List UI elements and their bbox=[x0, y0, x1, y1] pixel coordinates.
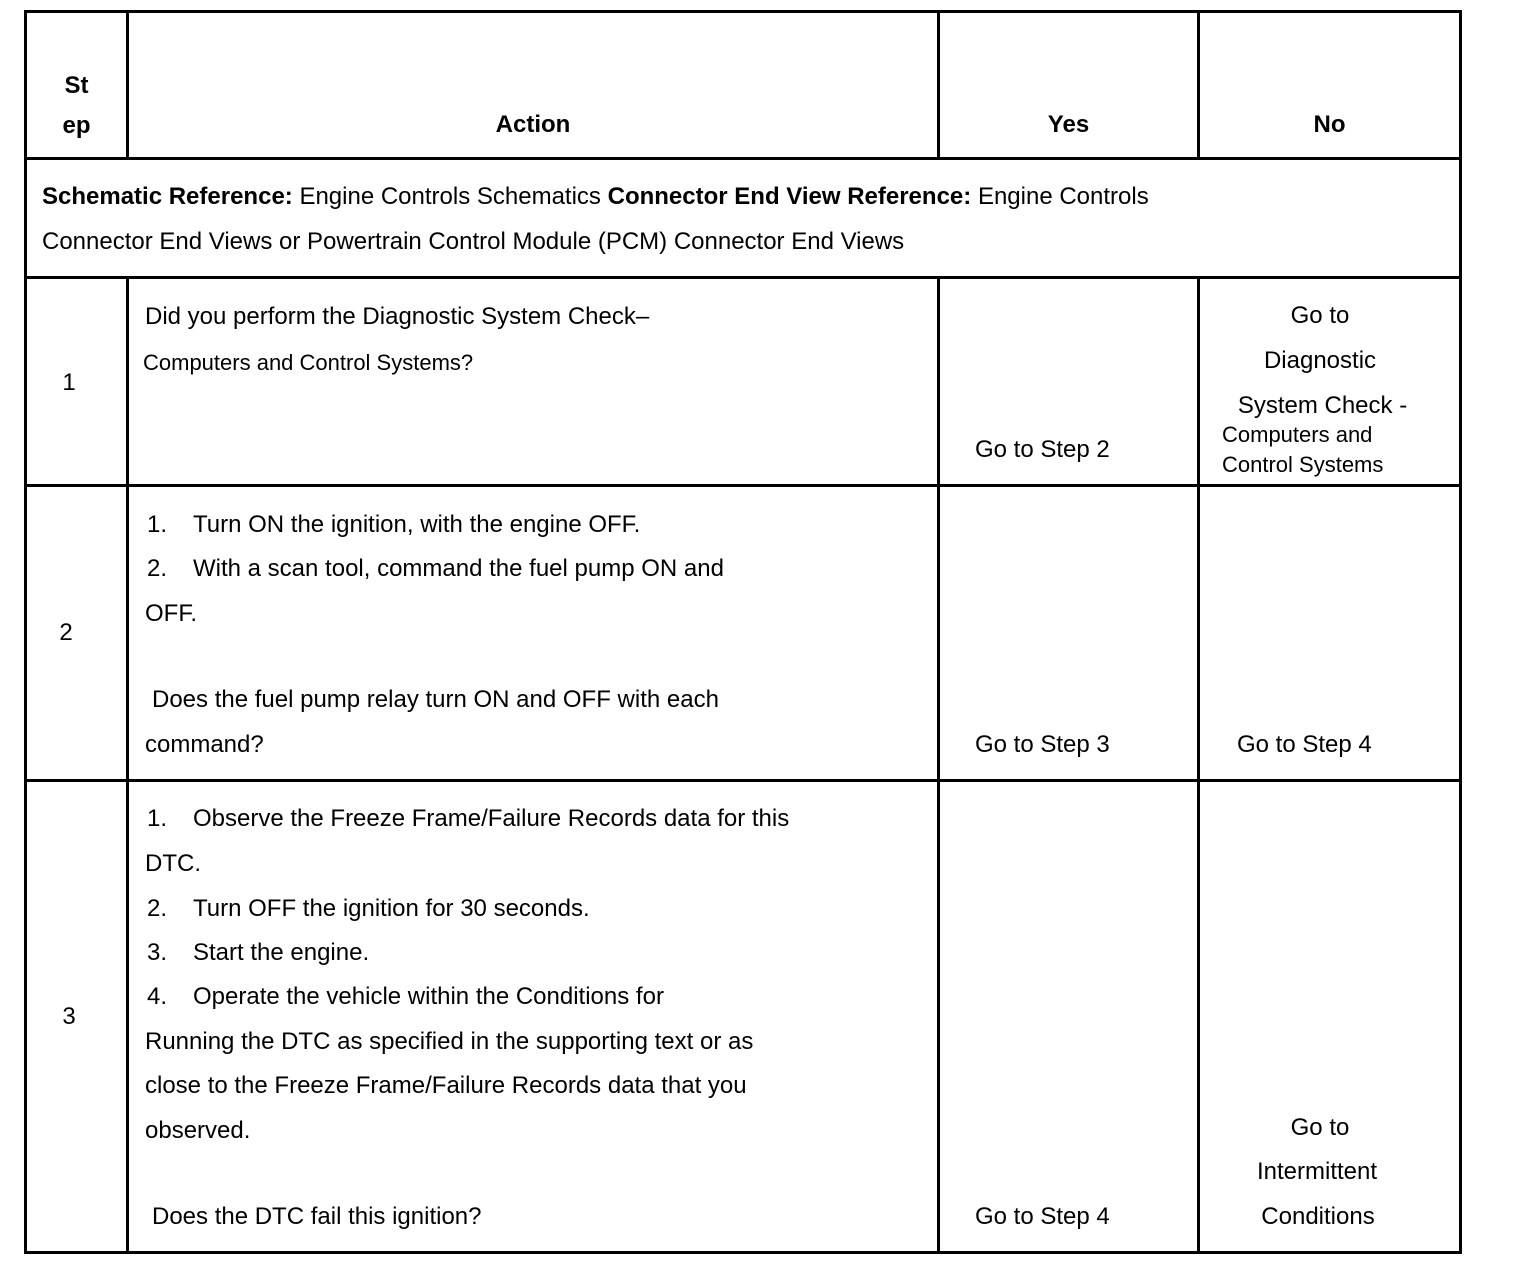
row3-item3-text: Start the engine. bbox=[193, 939, 370, 966]
row3-yes: Go to Step 4 bbox=[975, 1203, 1110, 1230]
row3-item4-cont1: Running the DTC as specified in the supporting text or as bbox=[145, 1028, 754, 1055]
header-no: No bbox=[1313, 111, 1346, 138]
table-border-bottom bbox=[24, 1251, 1462, 1254]
row2-divider bbox=[24, 779, 1462, 782]
row3-item4-cont3: observed. bbox=[145, 1117, 251, 1144]
row3-item2-text: Turn OFF the ignition for 30 seconds. bbox=[193, 895, 590, 922]
row3-item1 bbox=[147, 805, 789, 833]
col-divider-action-body bbox=[937, 276, 940, 1254]
col-divider-step-body bbox=[126, 276, 129, 1254]
row2-item1-text: Turn ON the ignition, with the engine OFF. bbox=[193, 511, 641, 538]
row2-item2-number: 2. bbox=[147, 555, 168, 582]
header-step-line1: St bbox=[64, 72, 89, 99]
row1-action-line1: Did you perform the Diagnostic System Check– bbox=[145, 303, 650, 330]
row3-item4-number: 4. bbox=[147, 983, 168, 1010]
row3-item2 bbox=[147, 895, 590, 923]
connector-reference-value: Engine Controls bbox=[977, 183, 1149, 210]
row3-item4-text: Operate the vehicle within the Conditions for bbox=[193, 983, 664, 1010]
row3-no-line2: Intermittent bbox=[1256, 1158, 1378, 1185]
row3-item3 bbox=[147, 939, 369, 967]
header-divider bbox=[24, 157, 1462, 160]
row2-question-line1: Does the fuel pump relay turn ON and OFF with each bbox=[152, 686, 719, 713]
reference-line1 bbox=[42, 183, 1149, 211]
row1-yes: Go to Step 2 bbox=[975, 436, 1110, 463]
row3-question: Does the DTC fail this ignition? bbox=[152, 1203, 482, 1230]
row3-item1-cont: DTC. bbox=[145, 850, 201, 877]
reference-line2: Connector End Views or Powertrain Control Module (PCM) Connector End Views bbox=[42, 228, 905, 255]
row1-action-line2: Computers and Control Systems? bbox=[143, 350, 474, 375]
row3-item1-text: Observe the Freeze Frame/Failure Records data for this bbox=[193, 805, 790, 832]
row1-no-line5: Control Systems bbox=[1222, 452, 1384, 477]
row1-divider bbox=[24, 484, 1462, 487]
row2-question-line2: command? bbox=[145, 731, 264, 758]
reference-divider bbox=[24, 276, 1462, 279]
row3-no-line3: Conditions bbox=[1261, 1203, 1375, 1230]
row2-item1 bbox=[147, 511, 640, 539]
row2-item2 bbox=[147, 555, 724, 583]
row2-yes: Go to Step 3 bbox=[975, 731, 1110, 758]
row3-item1-number: 1. bbox=[147, 805, 168, 832]
schematic-reference-label: Schematic Reference: bbox=[42, 183, 293, 210]
header-step-line2: ep bbox=[62, 112, 91, 139]
schematic-reference-value: Engine Controls Schematics bbox=[299, 183, 601, 210]
row2-item2-text: With a scan tool, command the fuel pump ON and bbox=[193, 555, 724, 582]
connector-reference-label: Connector End View Reference: bbox=[607, 183, 972, 210]
row2-step: 2 bbox=[59, 619, 73, 646]
row3-item3-number: 3. bbox=[147, 939, 168, 966]
row3-item4 bbox=[147, 983, 664, 1011]
row1-no-line4: Computers and bbox=[1222, 422, 1373, 447]
row1-step: 1 bbox=[62, 369, 76, 396]
table-border-right bbox=[1459, 10, 1462, 1254]
header-yes: Yes bbox=[1047, 111, 1090, 138]
row2-item1-number: 1. bbox=[147, 511, 168, 538]
row3-step: 3 bbox=[62, 1003, 76, 1030]
row2-no: Go to Step 4 bbox=[1237, 731, 1372, 758]
row1-no-line2: Diagnostic bbox=[1263, 347, 1377, 374]
col-divider-yes-body bbox=[1197, 276, 1200, 1254]
row3-item2-number: 2. bbox=[147, 895, 168, 922]
row3-item4-cont2: close to the Freeze Frame/Failure Records data that you bbox=[145, 1072, 747, 1099]
header-action: Action bbox=[495, 111, 571, 138]
table-border-top bbox=[24, 10, 1462, 13]
row1-no-line3: System Check - bbox=[1237, 392, 1408, 419]
row1-no-line1: Go to bbox=[1290, 302, 1350, 329]
row3-no-line1: Go to bbox=[1290, 1114, 1350, 1141]
row2-item2-cont: OFF. bbox=[145, 600, 197, 627]
